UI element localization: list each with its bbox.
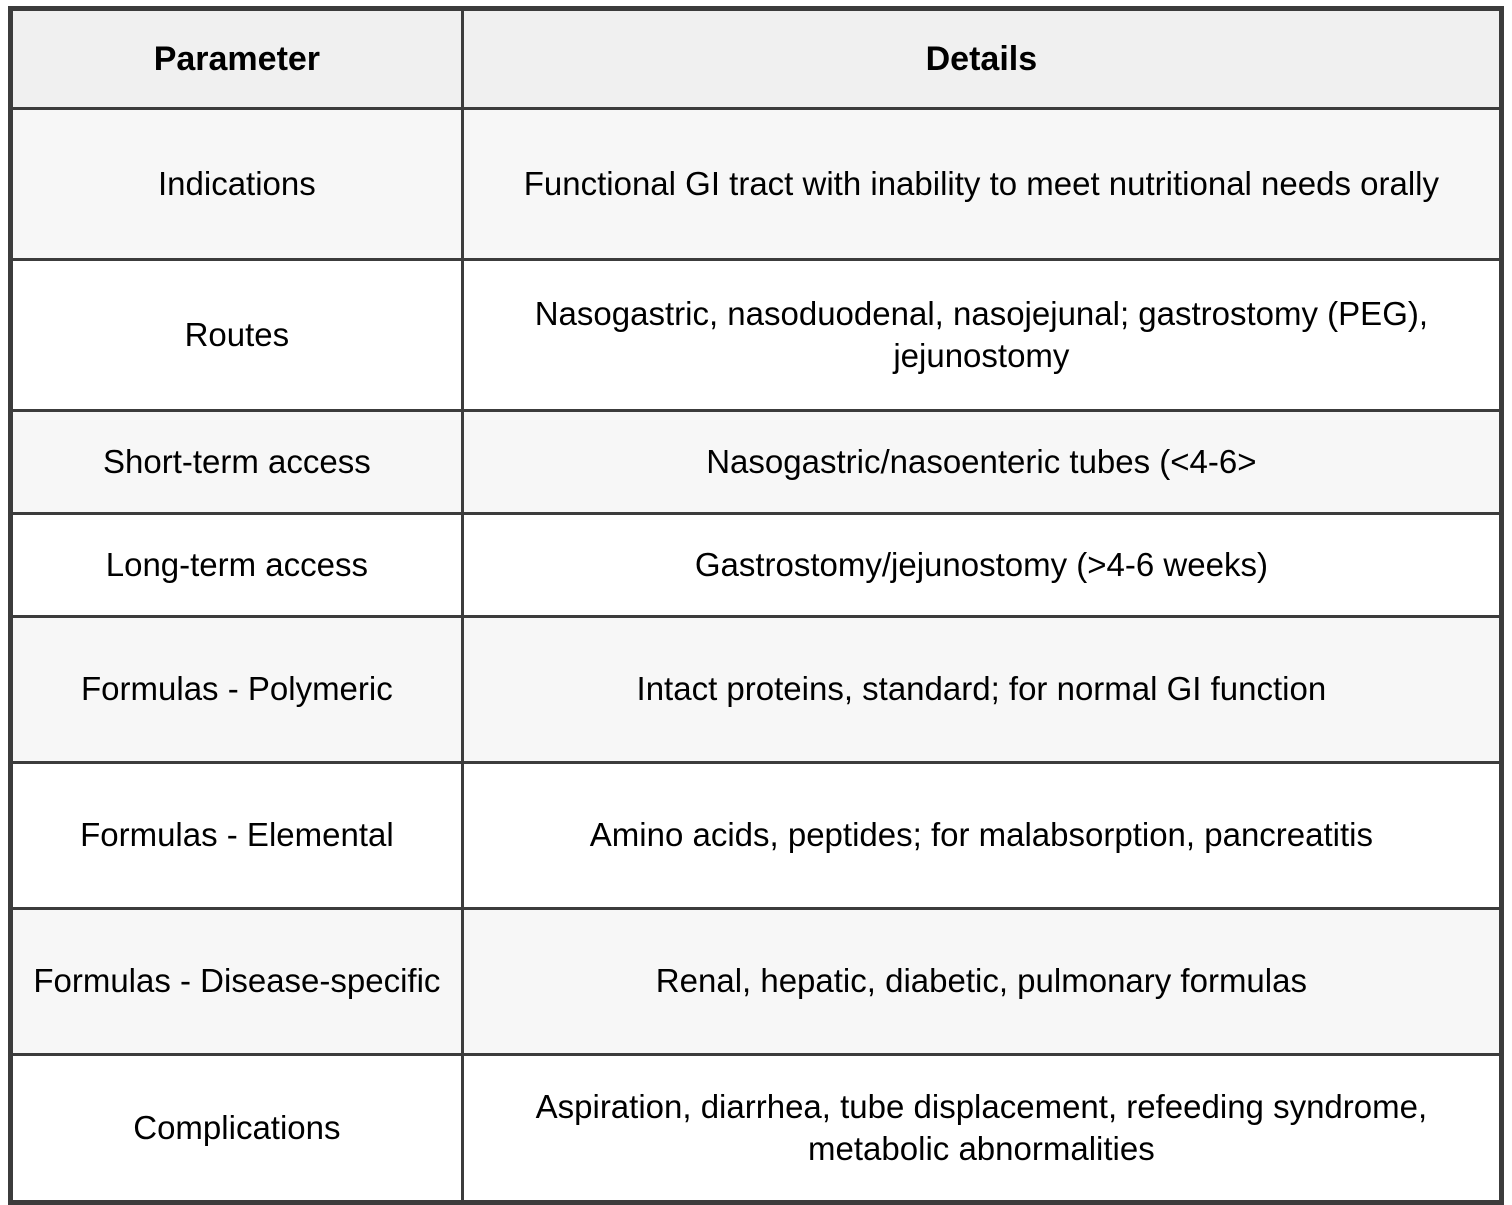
cell-parameter: Complications [11,1055,463,1203]
cell-details: Nasogastric, nasoduodenal, nasojejunal; gastrostomy (PEG), jejunostomy [462,260,1501,411]
enteral-nutrition-table [8,6,1504,1205]
table-body [11,109,1502,1203]
table-row [11,617,1502,763]
table-header [11,9,1502,109]
cell-details: Intact proteins, standard; for normal GI function [462,617,1501,763]
table-row [11,260,1502,411]
cell-parameter: Formulas - Disease-specific [11,909,463,1055]
cell-parameter: Formulas - Polymeric [11,617,463,763]
cell-parameter: Routes [11,260,463,411]
cell-parameter: Indications [11,109,463,260]
table-row [11,411,1502,514]
cell-details: Aspiration, diarrhea, tube displacement, refeeding syndrome, metabolic abnormalities [462,1055,1501,1203]
cell-details: Functional GI tract with inability to meet nutritional needs orally [462,109,1501,260]
cell-details: Nasogastric/nasoenteric tubes (<4-6> [462,411,1501,514]
cell-details: Renal, hepatic, diabetic, pulmonary formulas [462,909,1501,1055]
column-header-parameter: Parameter [11,9,463,109]
table-row [11,109,1502,260]
cell-details: Amino acids, peptides; for malabsorption, pancreatitis [462,763,1501,909]
table-header-row [11,9,1502,109]
cell-parameter: Short-term access [11,411,463,514]
column-header-details: Details [462,9,1501,109]
cell-parameter: Long-term access [11,514,463,617]
table-row [11,1055,1502,1203]
cell-details: Gastrostomy/jejunostomy (>4-6 weeks) [462,514,1501,617]
table-row [11,909,1502,1055]
table-row [11,763,1502,909]
table-row [11,514,1502,617]
cell-parameter: Formulas - Elemental [11,763,463,909]
